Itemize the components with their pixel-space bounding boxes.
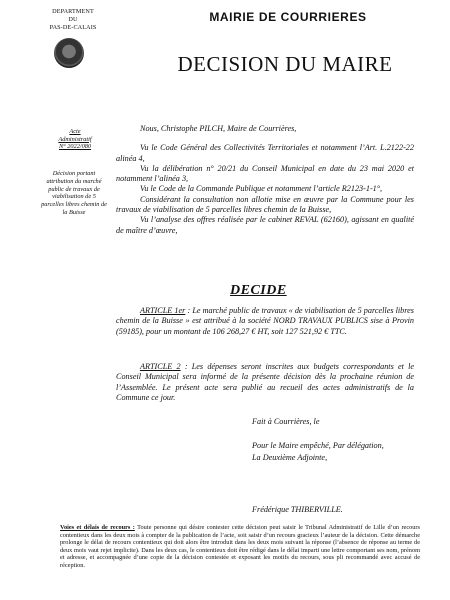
preamble-paragraph: Vu le Code Général des Collectivités Territoriales et notamment l’Art. L.2122-22 alinéa 4, <box>116 143 414 163</box>
appeal-notice <box>60 524 420 570</box>
preamble-paragraph: Vu l’analyse des offres réalisée par le cabinet REVAL (62160), agissant en qualité de maître d’œuvre, <box>116 215 414 235</box>
appeal-label: Voies et délais de recours : <box>60 524 135 531</box>
decide-heading: DECIDE <box>230 283 287 298</box>
department-header <box>38 8 108 32</box>
article-1 <box>116 306 414 337</box>
acte-type: Administratif <box>58 135 92 143</box>
article-1-label: ARTICLE 1er <box>140 306 186 315</box>
acte-label: Acte <box>69 128 81 135</box>
article-1-text: : Le marché public de travaux « de viabilisation de 5 parcelles libres chemin de la Buisse » est attribué à la société NORD TRAVAUX PUBLICS sise à Provin (59185), pour un montant de 106 268,27 € HT, soit 127 521,92 € TTC. <box>116 306 414 336</box>
preamble-paragraph: Vu le Code de la Commande Publique et notamment l’article R2123-1-1°, <box>140 184 383 194</box>
page-title: DECISION DU MAIRE <box>177 52 393 76</box>
signature-delegation: Pour le Maire empêché, Par délégation, <box>252 441 384 450</box>
acte-number: N° 2022/080 <box>58 143 92 151</box>
acte-reference <box>50 128 100 151</box>
mairie-heading: MAIRIE DE COURRIERES <box>209 10 367 24</box>
preamble <box>116 124 414 236</box>
preamble-paragraph: Vu la délibération n° 20/21 du Conseil Municipal en date du 23 mai 2020 et notamment l’alinéa 3, <box>116 163 414 184</box>
department-line: DU <box>68 16 78 23</box>
signatory-name: Frédérique THIBERVILLE. <box>252 505 343 514</box>
signature-place-date: Fait à Courrières, le <box>252 417 320 426</box>
decision-subject: Décision portant attribution du marché public de travaux de viabilisation de 5 parcelles libres chemin de la Buisse <box>41 170 107 216</box>
article-2-label: ARTICLE 2 <box>140 362 181 371</box>
article-2 <box>116 362 414 403</box>
department-line: PAS-DE-CALAIS <box>49 24 97 31</box>
intro-line: Nous, Christophe PILCH, Maire de Courrières, <box>140 124 297 133</box>
preamble-paragraph: Considérant la consultation non allotie mise en œuvre par la Commune pour les travaux de viabilisation de 5 parcelles libres chemin de la Buisse, <box>116 194 414 215</box>
signature-role: La Deuxième Adjointe, <box>252 453 328 462</box>
appeal-text: Toute personne qui désire contester cette décision peut saisir le Tribunal Administratif de Lille d’un recours contentieux dans les deux mois à compter de la publication de l’acte, soit saisir d’un recours gracieux l’auteur de la décision. Cette démarche prolonge le délai de recours contentieux qui doit alors être introduit dans les deux mois suivant la réponse (l’absence de réponse au terme de deux mois vaut rejet implicite). Dans les deux cas, le contentieux doit être rédigé dans le délai imparti une lettre comportant ses nom, prénom et adresse, et accompagnée d’une copie de la décision contestée et exposant les motifs du recours, sous pli recommandé avec accusé de réception. <box>60 524 420 569</box>
article-2-text: : Les dépenses seront inscrites aux budgets correspondants et le Conseil Municipal sera informé de la présente décision dès la prochaine réunion de l’Assemblée. Le présent acte sera publié au recueil des actes administratifs de la Commune ce jour. <box>116 362 414 402</box>
department-line: DEPARTMENT <box>52 8 94 15</box>
coat-of-arms-seal-icon <box>54 38 84 68</box>
